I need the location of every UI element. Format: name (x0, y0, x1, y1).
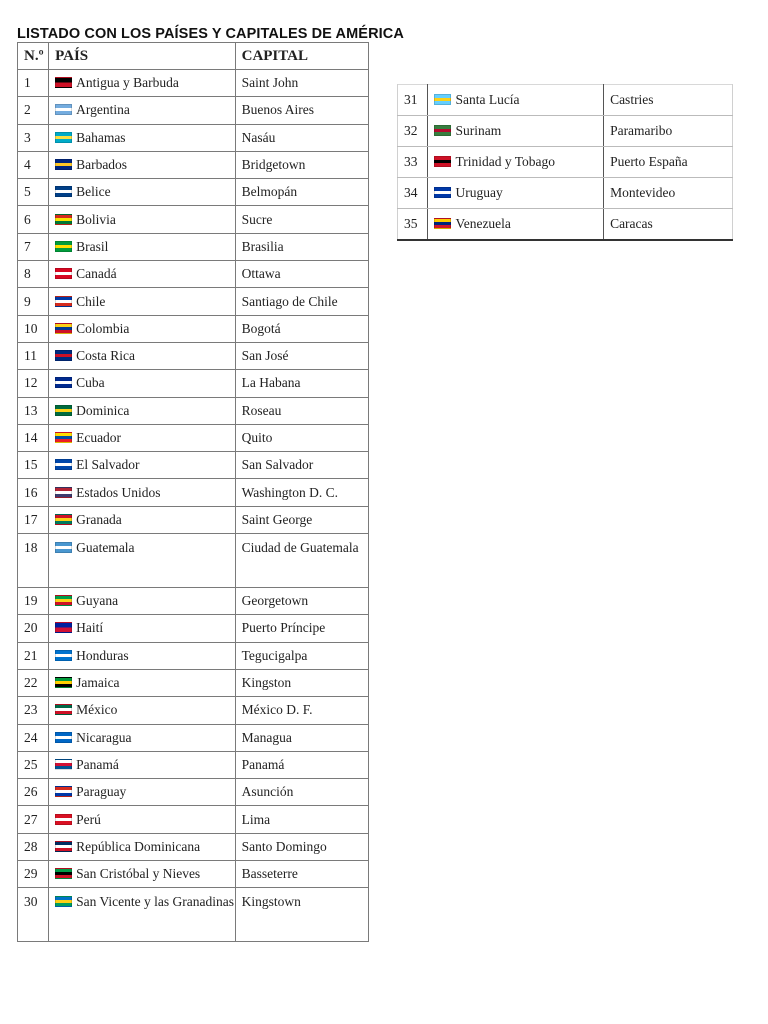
country-cell (49, 861, 236, 888)
row-number: 14 (18, 424, 49, 451)
country-cell (49, 315, 236, 342)
table-row (398, 209, 733, 241)
capital-cell: Paramaribo (604, 116, 733, 147)
uruguay-flag-icon (434, 187, 451, 198)
country-name: Santa Lucía (455, 92, 520, 107)
country-cell (49, 206, 236, 233)
country-cell (428, 178, 604, 209)
country-cell (49, 615, 236, 642)
colombia-flag-icon (55, 323, 72, 334)
capital-cell: Quito (235, 424, 368, 451)
table-row (398, 147, 733, 178)
row-number: 24 (18, 724, 49, 751)
country-name: Estados Unidos (76, 484, 161, 500)
capital-cell: Nasáu (235, 124, 368, 151)
country-name: San Cristóbal y Nieves (76, 866, 201, 882)
brazil-flag-icon (55, 241, 72, 252)
country-cell (49, 179, 236, 206)
capital-cell: Brasilia (235, 233, 368, 260)
country-name: Granada (76, 511, 122, 527)
table-row (18, 124, 369, 151)
country-name: Venezuela (455, 216, 511, 231)
capital-cell: Ottawa (235, 261, 368, 288)
country-cell (49, 669, 236, 696)
country-cell (49, 261, 236, 288)
country-name: Cuba (76, 375, 105, 391)
country-name: Colombia (76, 320, 130, 336)
table-row (18, 452, 369, 479)
table-row (398, 85, 733, 116)
row-number: 34 (398, 178, 428, 209)
usa-flag-icon (55, 487, 72, 498)
country-name: Panamá (76, 756, 119, 772)
country-name: Surinam (455, 123, 502, 138)
country-cell (49, 697, 236, 724)
table-row (18, 615, 369, 642)
country-cell (49, 151, 236, 178)
country-name: Perú (76, 811, 101, 827)
table-row (18, 588, 369, 615)
header-number: N.º (18, 43, 49, 70)
cuba-flag-icon (55, 377, 72, 388)
el-salvador-flag-icon (55, 459, 72, 470)
row-number: 2 (18, 97, 49, 124)
panama-flag-icon (55, 759, 72, 770)
capital-cell: Basseterre (235, 861, 368, 888)
row-number: 13 (18, 397, 49, 424)
table-row (18, 642, 369, 669)
row-number: 4 (18, 151, 49, 178)
country-name: Barbados (76, 157, 128, 173)
country-cell (49, 833, 236, 860)
row-number: 22 (18, 669, 49, 696)
capital-cell: Bridgetown (235, 151, 368, 178)
canada-flag-icon (55, 268, 72, 279)
table-row (398, 116, 733, 147)
country-name: Paraguay (76, 784, 127, 800)
table-row (18, 861, 369, 888)
country-cell (49, 233, 236, 260)
capital-cell: La Habana (235, 370, 368, 397)
row-number: 19 (18, 588, 49, 615)
country-cell (49, 124, 236, 151)
table-row (18, 397, 369, 424)
table-row (398, 178, 733, 209)
country-name: Uruguay (455, 185, 503, 200)
table-row (18, 506, 369, 533)
capital-cell: Sucre (235, 206, 368, 233)
capital-cell: Saint John (235, 70, 368, 97)
table-row (18, 479, 369, 506)
capital-cell: Caracas (604, 209, 733, 241)
row-number: 8 (18, 261, 49, 288)
guatemala-flag-icon (55, 542, 72, 553)
country-cell (49, 642, 236, 669)
saint-kitts-nevis-flag-icon (55, 868, 72, 879)
capital-cell: Georgetown (235, 588, 368, 615)
row-number: 20 (18, 615, 49, 642)
dominica-flag-icon (55, 405, 72, 416)
country-name: México (76, 702, 118, 718)
table-row (18, 261, 369, 288)
table-row (18, 697, 369, 724)
venezuela-flag-icon (434, 218, 451, 229)
mexico-flag-icon (55, 704, 72, 715)
header-country: PAÍS (49, 43, 236, 70)
table-row (18, 724, 369, 751)
capital-cell: Santiago de Chile (235, 288, 368, 315)
capital-cell: Ciudad de Guatemala (235, 534, 368, 588)
country-name: Bolivia (76, 211, 116, 227)
country-cell (49, 751, 236, 778)
table-row (18, 751, 369, 778)
country-cell (49, 588, 236, 615)
row-number: 30 (18, 888, 49, 942)
row-number: 5 (18, 179, 49, 206)
capital-cell: Panamá (235, 751, 368, 778)
row-number: 27 (18, 806, 49, 833)
nicaragua-flag-icon (55, 732, 72, 743)
country-cell (49, 534, 236, 588)
country-name: Chile (76, 293, 106, 309)
table-row (18, 315, 369, 342)
table-row (18, 370, 369, 397)
capital-cell: Belmopán (235, 179, 368, 206)
row-number: 15 (18, 452, 49, 479)
row-number: 10 (18, 315, 49, 342)
table-header-row (18, 43, 369, 70)
country-name: Antigua y Barbuda (76, 75, 179, 91)
capital-cell: Puerto Príncipe (235, 615, 368, 642)
row-number: 17 (18, 506, 49, 533)
dominican-republic-flag-icon (55, 841, 72, 852)
country-cell (49, 397, 236, 424)
country-name: Canadá (76, 266, 117, 282)
country-cell (49, 452, 236, 479)
country-cell (49, 370, 236, 397)
bolivia-flag-icon (55, 214, 72, 225)
capital-cell: Tegucigalpa (235, 642, 368, 669)
capital-cell: Castries (604, 85, 733, 116)
saint-lucia-flag-icon (434, 94, 451, 105)
table-row (18, 424, 369, 451)
country-cell (49, 888, 236, 942)
country-cell (49, 479, 236, 506)
capital-cell: Santo Domingo (235, 833, 368, 860)
row-number: 26 (18, 779, 49, 806)
row-number: 25 (18, 751, 49, 778)
country-cell (49, 806, 236, 833)
country-name: Ecuador (76, 430, 122, 445)
country-name: República Dominicana (76, 838, 201, 854)
capital-cell: Kingstown (235, 888, 368, 942)
country-name: Argentina (76, 102, 130, 118)
country-name: Nicaragua (76, 729, 132, 745)
capital-cell: Lima (235, 806, 368, 833)
ecuador-flag-icon (55, 432, 72, 443)
chile-flag-icon (55, 296, 72, 307)
row-number: 11 (18, 342, 49, 369)
table-row (18, 534, 369, 588)
capital-cell: México D. F. (235, 697, 368, 724)
capital-cell: San José (235, 342, 368, 369)
table-row (18, 888, 369, 942)
country-cell (49, 342, 236, 369)
guyana-flag-icon (55, 595, 72, 606)
table-row (18, 779, 369, 806)
country-name: Jamaica (76, 675, 120, 691)
table-row (18, 806, 369, 833)
jamaica-flag-icon (55, 677, 72, 688)
country-cell (428, 147, 604, 178)
row-number: 9 (18, 288, 49, 315)
table-row (18, 233, 369, 260)
capital-cell: Bogotá (235, 315, 368, 342)
country-cell (49, 724, 236, 751)
table-row (18, 70, 369, 97)
country-cell (49, 97, 236, 124)
header-capital: CAPITAL (235, 43, 368, 70)
capital-cell: Saint George (235, 506, 368, 533)
country-name: San Vicente y las Granadinas (76, 894, 234, 910)
argentina-flag-icon (55, 104, 72, 115)
capital-cell: Montevideo (604, 178, 733, 209)
countries-table-left (17, 42, 369, 942)
row-number: 31 (398, 85, 428, 116)
country-cell (49, 506, 236, 533)
country-cell (49, 779, 236, 806)
suriname-flag-icon (434, 125, 451, 136)
paraguay-flag-icon (55, 786, 72, 797)
antigua-barbuda-flag-icon (55, 77, 72, 88)
country-name: Haití (76, 620, 104, 636)
country-cell (428, 85, 604, 116)
row-number: 28 (18, 833, 49, 860)
capital-cell: Kingston (235, 669, 368, 696)
row-number: 21 (18, 642, 49, 669)
table-row (18, 151, 369, 178)
capital-cell: San Salvador (235, 452, 368, 479)
country-cell (49, 70, 236, 97)
country-name: Trinidad y Tobago (455, 154, 556, 169)
honduras-flag-icon (55, 650, 72, 661)
table-row (18, 669, 369, 696)
row-number: 33 (398, 147, 428, 178)
table-row (18, 97, 369, 124)
barbados-flag-icon (55, 159, 72, 170)
row-number: 29 (18, 861, 49, 888)
country-cell (49, 424, 236, 451)
peru-flag-icon (55, 814, 72, 825)
row-number: 3 (18, 124, 49, 151)
country-name: Bahamas (76, 129, 126, 145)
row-number: 12 (18, 370, 49, 397)
row-number: 1 (18, 70, 49, 97)
page-title: LISTADO CON LOS PAÍSES Y CAPITALES DE AMÉRICA (17, 26, 404, 42)
country-name: Costa Rica (76, 348, 135, 364)
countries-table-right (397, 84, 733, 241)
country-name: Brasil (76, 238, 109, 254)
table-row (18, 342, 369, 369)
haiti-flag-icon (55, 622, 72, 633)
belize-flag-icon (55, 186, 72, 197)
table-row (18, 288, 369, 315)
table-row (18, 206, 369, 233)
costa-rica-flag-icon (55, 350, 72, 361)
capital-cell: Managua (235, 724, 368, 751)
country-name: Honduras (76, 647, 129, 663)
country-cell (428, 116, 604, 147)
country-name: Guyana (76, 593, 119, 609)
grenada-flag-icon (55, 514, 72, 525)
row-number: 16 (18, 479, 49, 506)
row-number: 6 (18, 206, 49, 233)
capital-cell: Washington D. C. (235, 479, 368, 506)
country-cell (428, 209, 604, 241)
row-number: 32 (398, 116, 428, 147)
row-number: 18 (18, 534, 49, 588)
country-name: Dominica (76, 402, 130, 418)
row-number: 7 (18, 233, 49, 260)
country-name: Guatemala (76, 540, 135, 556)
country-name: El Salvador (76, 457, 140, 473)
row-number: 23 (18, 697, 49, 724)
capital-cell: Asunción (235, 779, 368, 806)
capital-cell: Puerto España (604, 147, 733, 178)
capital-cell: Roseau (235, 397, 368, 424)
country-cell (49, 288, 236, 315)
row-number: 35 (398, 209, 428, 241)
trinidad-tobago-flag-icon (434, 156, 451, 167)
table-row (18, 833, 369, 860)
country-name: Belice (76, 184, 111, 200)
bahamas-flag-icon (55, 132, 72, 143)
saint-vincent-flag-icon (55, 896, 72, 907)
table-row (18, 179, 369, 206)
capital-cell: Buenos Aires (235, 97, 368, 124)
